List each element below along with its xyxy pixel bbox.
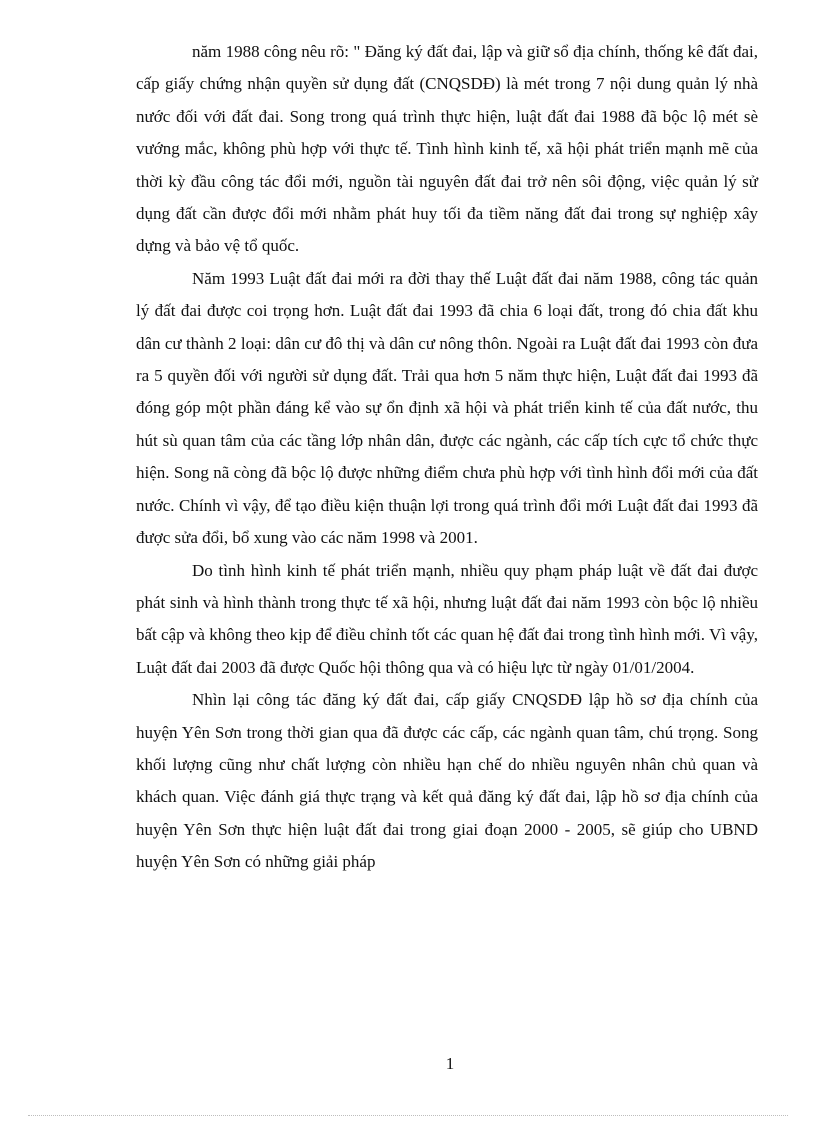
paragraph-land-law-1993: Năm 1993 Luật đất đai mới ra đời thay thế Luật đất đai năm 1988, công tác quản lý đất đai được coi trọng hơn. Luật đất đai 1993 đã chia 6 loại đất, trong đó chia đất khu dân cư thành 2 loại: dân cư đô thị và dân cư nông thôn. Ngoài ra Luật đất đai 1993 còn đưa ra 5 quyền đối với người sử dụng đất. Trải qua hơn 5 năm thực hiện, Luật đất đai 1993 đã đóng góp một phần đáng kể vào sự ổn định xã hội và phát triển kinh tế của đất nước, thu hút sù quan tâm của các tầng lớp nhân dân, được các ngành, các cấp tích cực tổ chức thực hiện. Song nã còng đã bộc lộ được những điểm chưa phù hợp với tình hình đổi mới của đất nước. Chính vì vậy, để tạo điều kiện thuận lợi trong quá trình đổi mới Luật đất đai 1993 đã được sửa đổi, bổ xung vào các năm 1998 và 2001. xyxy=(136,268,758,548)
paragraph-land-law-1988: năm 1988 công nêu rõ: " Đăng ký đất đai, lập và giữ sổ địa chính, thống kê đất đai, cấp giấy chứng nhận quyền sử dụng đất (CNQSDĐ) là mét trong 7 nội dung quản lý nhà nước đối với đất đai. Song trong quá trình thực hiện, luật đất đai 1988 đã bộc lộ mét sè vướng mắc, không phù hợp với thực tế. Tình hình kinh tế, xã hội phát triển mạnh mẽ của thời kỳ đầu công tác đổi mới, nguồn tài nguyên đất đai trở nên sôi động, việc quản lý sử dụng đất cần được đổi mới nhằm phát huy tối đa tiềm năng đất đai trong sự nghiệp xây dựng và bảo vệ tổ quốc. xyxy=(136,42,758,256)
document-body xyxy=(136,36,758,879)
page-number: 1 xyxy=(445,1054,455,1073)
paragraph-yen-son-review: Nhìn lại công tác đăng ký đất đai, cấp giấy CNQSDĐ lập hồ sơ địa chính của huyện Yên Sơn trong thời gian qua đã được các cấp, các ngành quan tâm, chú trọng. Song khối lượng cũng như chất lượng còn nhiều hạn chế do nhiều nguyên nhân chủ quan và khách quan. Việc đánh giá thực trạng và kết quả đăng ký đất đai, lập hồ sơ địa chính của huyện Yên Sơn thực hiện luật đất đai trong giai đoạn 2000 - 2005, sẽ giúp cho UBND huyện Yên Sơn có những giải pháp xyxy=(136,690,758,872)
paragraph-land-law-2003: Do tình hình kinh tế phát triển mạnh, nhiều quy phạm pháp luật về đất đai được phát sinh và hình thành trong thực tế xã hội, nhưng luật đất đai năm 1993 còn bộc lộ nhiều bất cập và không theo kịp để điều chỉnh tốt các quan hệ đất đai trong tình hình mới. Vì vậy, Luật đất đai 2003 đã được Quốc hội thông qua và có hiệu lực từ ngày 01/01/2004. xyxy=(136,560,758,677)
footer-divider xyxy=(28,1115,788,1116)
